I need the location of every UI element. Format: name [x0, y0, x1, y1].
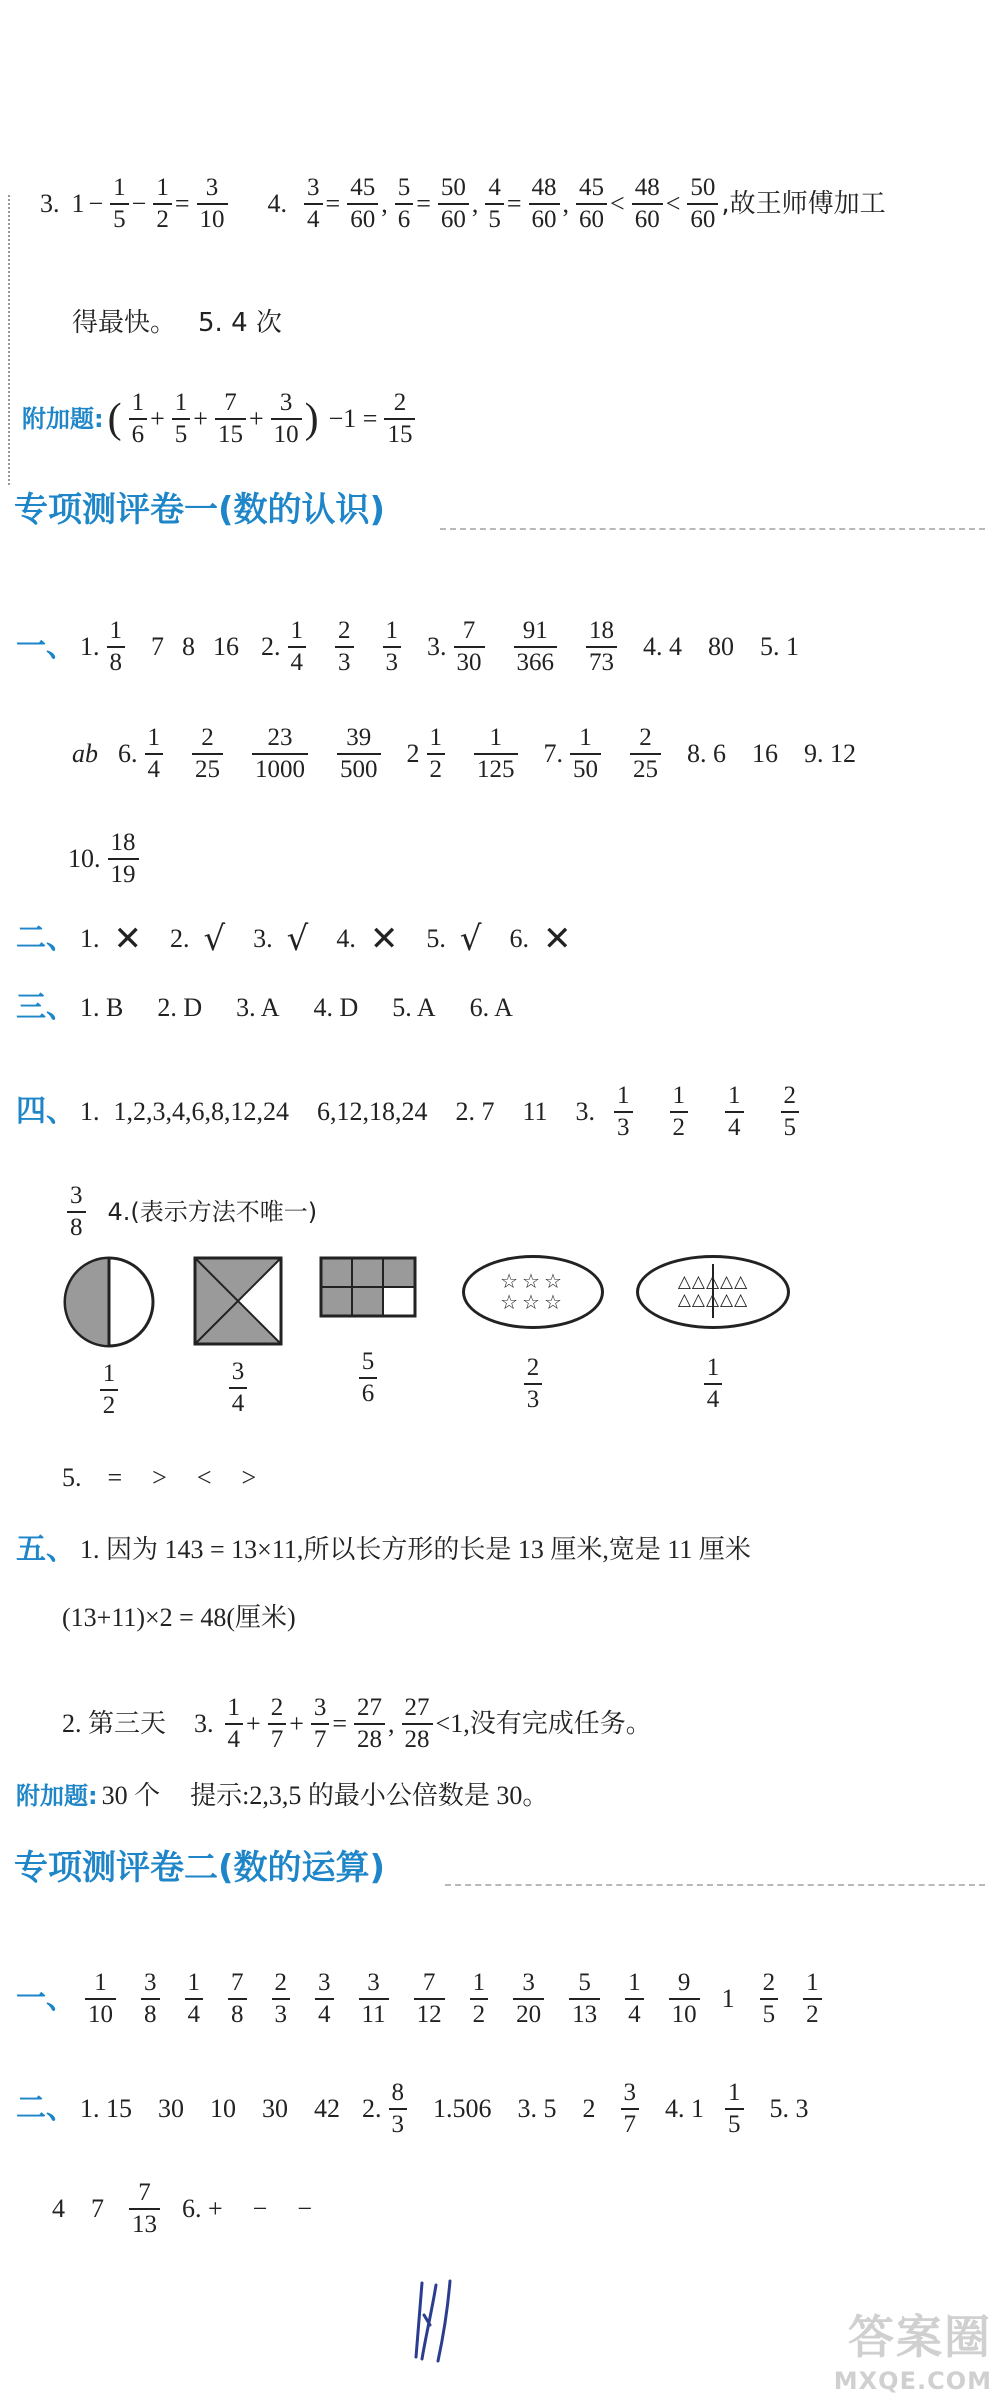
extra-question-label: 附加题:	[22, 405, 104, 434]
answer-value: 2. D	[157, 993, 203, 1022]
fraction: $\frac{3}{8}$	[141, 1970, 160, 2029]
fraction: $\frac{7}{8}$	[228, 1970, 247, 2029]
q-section-label: 一、	[16, 629, 76, 665]
answer-value: 42	[314, 2094, 340, 2124]
q-section-label: 二、	[16, 2091, 76, 2127]
s1-q4-line2	[64, 1183, 335, 1242]
cross-mark-icon: ✕	[113, 919, 142, 959]
fraction: $\frac{3}{8}$	[67, 1183, 86, 1242]
check-mark-icon: √	[459, 919, 482, 959]
q-number: 1.	[80, 632, 100, 662]
hint-text: 提示:2,3,5 的最小公倍数是 30。	[190, 1781, 549, 1810]
fraction: $\frac{18}{19}$	[108, 830, 139, 889]
text: 1	[71, 189, 85, 219]
fraction: $\frac{5}{6}$	[395, 175, 414, 234]
s1-q5-line2	[62, 1605, 314, 1631]
extra-question-label: 附加题:	[16, 1782, 98, 1810]
note-text: 4.(表示方法不唯一)	[107, 1198, 318, 1227]
fraction: $\frac{1}{5}$	[725, 2080, 744, 2139]
equals-sign: =	[416, 189, 431, 219]
fraction: $\frac{1}{8}$	[107, 618, 126, 677]
q-number: 2.	[170, 924, 190, 953]
triangle-icon-row: △△△△△	[677, 1272, 749, 1293]
fraction: $\frac{1}{10}$	[85, 1970, 116, 2029]
plus-sign: +	[289, 1709, 304, 1739]
s1-q1-line1-content	[16, 618, 817, 677]
q-section-label: 四、	[16, 1094, 76, 1130]
answer-value: 30	[262, 2094, 288, 2124]
fraction: $\frac{27}{28}$	[354, 1695, 385, 1754]
answer-value: 1. B	[80, 993, 124, 1022]
answer-value: 6. A	[469, 993, 513, 1022]
grid-shape	[318, 1255, 418, 1319]
q-number: 4.	[267, 189, 288, 219]
answer-value: 30	[158, 2094, 184, 2124]
plus-sign: +	[193, 404, 208, 434]
q-number: 3.	[194, 1709, 214, 1739]
margin-dotted-line	[8, 195, 10, 485]
s2-q1-line	[16, 1970, 825, 2029]
fraction: $\frac{1}{4}$	[288, 618, 307, 677]
fraction: $\frac{7}{13}$	[129, 2180, 160, 2239]
fraction: $\frac{91}{366}$	[514, 618, 558, 677]
watermark-logo-text: 答案圈	[848, 2310, 992, 2364]
answer-value: 11	[522, 1097, 548, 1127]
fraction: $\frac{8}{3}$	[389, 2080, 408, 2139]
circle-half-shape	[62, 1255, 156, 1349]
fraction: $\frac{1}{4}$	[185, 1970, 204, 2029]
fraction: $\frac{1}{4}$	[625, 1970, 644, 2029]
fraction: $\frac{3}{7}$	[621, 2080, 640, 2139]
fraction: $\frac{45}{60}$	[347, 175, 378, 234]
s1-q1-line2	[72, 725, 874, 784]
less-than: <	[665, 189, 681, 219]
q-number: 5.	[62, 1463, 82, 1492]
q-number: 1.	[80, 924, 100, 953]
mixed-whole: 2	[406, 739, 420, 769]
answer-value: 4	[52, 2194, 65, 2224]
fraction: $\frac{7}{15}$	[215, 390, 246, 449]
fraction: $\frac{18}{73}$	[586, 618, 617, 677]
answer-sign: 6. +	[182, 2194, 223, 2224]
fraction: $\frac{1}{5}$	[110, 175, 129, 234]
q-section-label: 五、	[16, 1532, 76, 1567]
answer-sign: =	[107, 1463, 123, 1492]
answer-value: 5. 1	[760, 632, 799, 662]
section-divider	[440, 528, 985, 530]
answer-value: ab	[72, 739, 98, 769]
s1-fujia-line	[16, 1783, 566, 1809]
fraction: $\frac{9}{10}$	[669, 1970, 700, 2029]
answer-value: 10	[210, 2094, 236, 2124]
equals-sign: =	[325, 189, 341, 219]
answer-sign: <	[196, 1463, 212, 1492]
fraction: $\frac{7}{30}$	[454, 618, 485, 677]
answer-value: 16	[213, 632, 239, 662]
answer-sign: >	[241, 1463, 257, 1492]
q-number: 6.	[118, 739, 138, 769]
equals-sign: =	[174, 189, 190, 219]
fraction: $\frac{23}{1000}$	[252, 725, 308, 784]
answer-value: 5. 3	[769, 2094, 809, 2124]
fraction: $\frac{2}{25}$	[630, 725, 661, 784]
fraction: $\frac{1}{3}$	[383, 618, 402, 677]
fraction-figures	[0, 1255, 1000, 1420]
fraction: $\frac{3}{10}$	[271, 390, 302, 449]
q-number: 10.	[68, 844, 101, 874]
fraction: $\frac{27}{28}$	[402, 1695, 433, 1754]
equals-sign: =	[332, 1709, 348, 1739]
text: −1 =	[328, 404, 378, 434]
text: 得最快。	[72, 308, 177, 338]
s1-q4-line1	[16, 1083, 802, 1142]
triangle-icon-row: △△△△△	[677, 1290, 749, 1310]
watermark	[834, 2301, 992, 2395]
answer-sign: >	[152, 1463, 167, 1492]
figure-square-quarters	[192, 1255, 284, 1418]
s1-q5-line1	[16, 1532, 769, 1567]
answer-value: 2. 7	[455, 1097, 495, 1127]
star-icon-row: ☆☆☆	[500, 1269, 566, 1293]
s1-q3-line	[16, 990, 531, 1025]
answer-value: 16	[752, 739, 778, 769]
answer-value: 1	[721, 1984, 735, 2014]
fraction: $\frac{1}{2}$	[100, 1361, 119, 1420]
check-mark-icon: √	[203, 919, 226, 959]
q-number: 3.	[253, 924, 273, 953]
answer-sign: −	[252, 2194, 268, 2224]
fraction: $\frac{2}{5}$	[760, 1970, 779, 2029]
top-line-2	[72, 310, 300, 336]
solution-text: (13+11)×2 = 48(厘米)	[62, 1603, 296, 1632]
cross-mark-icon: ✕	[543, 919, 572, 959]
answer-value: 7	[91, 2194, 104, 2224]
section-title-2: 专项测评卷二(数的运算)	[14, 1848, 386, 1888]
fraction: $\frac{3}{20}$	[513, 1970, 544, 2029]
comma: ,	[471, 189, 479, 219]
top-line-1	[40, 175, 890, 234]
answer-value: 8. 6	[687, 739, 726, 769]
answer-value: 1.506	[433, 2094, 492, 2124]
q-section-label: 三、	[16, 990, 76, 1025]
solution-text: <1,没有完成任务。	[435, 1709, 652, 1739]
fraction: $\frac{1}{4}$	[725, 1083, 744, 1142]
section-divider	[445, 1884, 985, 1886]
comma: ,	[381, 189, 388, 219]
q-section-label: 一、	[16, 1981, 76, 2017]
minus-sign: −	[88, 189, 104, 219]
fraction: $\frac{2}{3}$	[272, 1970, 291, 2029]
fraction: $\frac{1}{3}$	[614, 1083, 633, 1142]
answer-value: 2	[582, 2094, 596, 2124]
answer-value: 4. 4	[643, 632, 682, 662]
answer-value: 6,12,18,24	[317, 1097, 428, 1127]
fraction: $\frac{1}{4}$	[225, 1695, 244, 1754]
cross-mark-icon: ✕	[369, 919, 399, 959]
q-number: 4.	[336, 924, 356, 953]
s1-q1-line3	[68, 830, 142, 889]
handwritten-mark-icon	[410, 2275, 470, 2365]
s2-q2-line2	[52, 2180, 330, 2239]
less-than: <	[610, 189, 625, 219]
fraction: $\frac{48}{60}$	[632, 175, 663, 234]
fraction: $\frac{3}{7}$	[311, 1695, 330, 1754]
fraction: $\frac{1}{50}$	[570, 725, 601, 784]
fraction: $\frac{2}{5}$	[781, 1083, 800, 1142]
fraction: $\frac{3}{4}$	[304, 175, 323, 234]
fraction: $\frac{2}{7}$	[268, 1695, 287, 1754]
q-number: 3.	[40, 189, 60, 219]
fraction: $\frac{1}{2}$	[470, 1970, 489, 2029]
fraction: $\frac{48}{60}$	[529, 175, 560, 234]
fraction: $\frac{3}{10}$	[197, 175, 228, 234]
fraction: $\frac{5}{6}$	[359, 1349, 378, 1408]
answer-value: 30 个	[101, 1781, 161, 1810]
fraction: $\frac{5}{13}$	[569, 1970, 600, 2029]
fraction: $\frac{1}{2}$	[803, 1970, 822, 2029]
fraction: $\frac{3}{4}$	[315, 1970, 334, 2029]
answer-value: 1,2,3,4,6,8,12,24	[113, 1097, 289, 1127]
s2-q2-line1	[16, 2080, 827, 2139]
fraction: $\frac{7}{12}$	[414, 1970, 445, 2029]
answer-value: 3. 5	[517, 2094, 557, 2124]
fraction: $\frac{50}{60}$	[438, 175, 469, 234]
answer-value: 8	[182, 632, 195, 662]
divider-line	[712, 1264, 714, 1318]
fraction: $\frac{1}{4}$	[145, 725, 164, 784]
fraction: $\frac{50}{60}$	[687, 175, 718, 234]
fraction: $\frac{2}{15}$	[384, 390, 415, 449]
minus-sign: −	[131, 189, 147, 219]
comma: ,	[388, 1709, 395, 1739]
q-number: 6.	[509, 924, 530, 953]
answer-value: 80	[708, 632, 734, 662]
plus-sign: +	[248, 404, 264, 434]
paren: )	[304, 396, 319, 443]
q-number: 2.	[261, 632, 281, 662]
text: 5. 4 次	[198, 308, 282, 338]
fraction: $\frac{1}{6}$	[129, 390, 148, 449]
answer-value: 4. D	[313, 993, 359, 1022]
ellipse-shape	[462, 1255, 604, 1329]
answer-value: 9. 12	[804, 739, 856, 769]
fraction: $\frac{1}{5}$	[172, 390, 191, 449]
q-number: 7.	[543, 739, 563, 769]
answer-value: 5. A	[392, 993, 436, 1022]
answer-value: 7	[151, 632, 164, 662]
q-number: 1.	[80, 1097, 100, 1127]
watermark-url: MXQE.COM	[833, 2367, 992, 2395]
fraction: $\frac{3}{11}$	[359, 1970, 389, 2029]
fraction: $\frac{1}{2}$	[670, 1083, 689, 1142]
s1-q5-line3	[62, 1695, 656, 1754]
fraction: $\frac{1}{4}$	[704, 1355, 723, 1414]
fraction: $\frac{45}{60}$	[576, 175, 607, 234]
solution-text: 2. 第三天	[62, 1709, 167, 1739]
q-number: 2.	[362, 2094, 382, 2124]
fraction: $\frac{2}{25}$	[192, 725, 223, 784]
s1-q4-line3	[62, 1465, 274, 1491]
answer-sign: −	[297, 2194, 313, 2224]
figure-grid-sixths	[318, 1255, 418, 1408]
fraction: $\frac{39}{500}$	[337, 725, 381, 784]
fraction: $\frac{2}{3}$	[335, 618, 354, 677]
text: ,故王师傅加工	[721, 189, 886, 220]
figure-ellipse-triangles	[636, 1255, 790, 1414]
paren: (	[107, 396, 122, 443]
plus-sign: +	[246, 1709, 261, 1739]
fraction: $\frac{3}{4}$	[229, 1359, 248, 1418]
comma: ,	[562, 189, 570, 219]
figure-circle-half	[62, 1255, 156, 1420]
answer-value: 3. A	[236, 993, 280, 1022]
equals-sign: =	[506, 189, 522, 219]
figure-ellipse-stars	[462, 1255, 604, 1414]
s1-q2-line	[16, 919, 590, 959]
fraction: $\frac{2}{3}$	[524, 1355, 543, 1414]
solution-text: 1. 因为 143 = 13×11,所以长方形的长是 13 厘米,宽是 11 厘米	[80, 1535, 751, 1564]
q-number: 5.	[426, 924, 446, 953]
answer-value: 1. 15	[80, 2094, 132, 2124]
square-shape	[192, 1255, 284, 1347]
fraction: $\frac{1}{2}$	[153, 175, 172, 234]
answer-value: 4. 1	[665, 2094, 704, 2124]
q-number: 3.	[427, 632, 447, 662]
star-icon-row: ☆☆☆	[500, 1290, 566, 1314]
plus-sign: +	[150, 404, 165, 434]
fraction: $\frac{1}{125}$	[474, 725, 518, 784]
q-number: 3.	[575, 1097, 596, 1127]
q-section-label: 二、	[16, 921, 76, 956]
section-title-1: 专项测评卷一(数的认识)	[14, 490, 386, 530]
top-fujia	[22, 390, 418, 449]
fraction: $\frac{4}{5}$	[485, 175, 504, 234]
check-mark-icon: √	[286, 919, 309, 959]
ellipse-shape	[636, 1255, 790, 1329]
fraction: $\frac{1}{2}$	[427, 725, 446, 784]
